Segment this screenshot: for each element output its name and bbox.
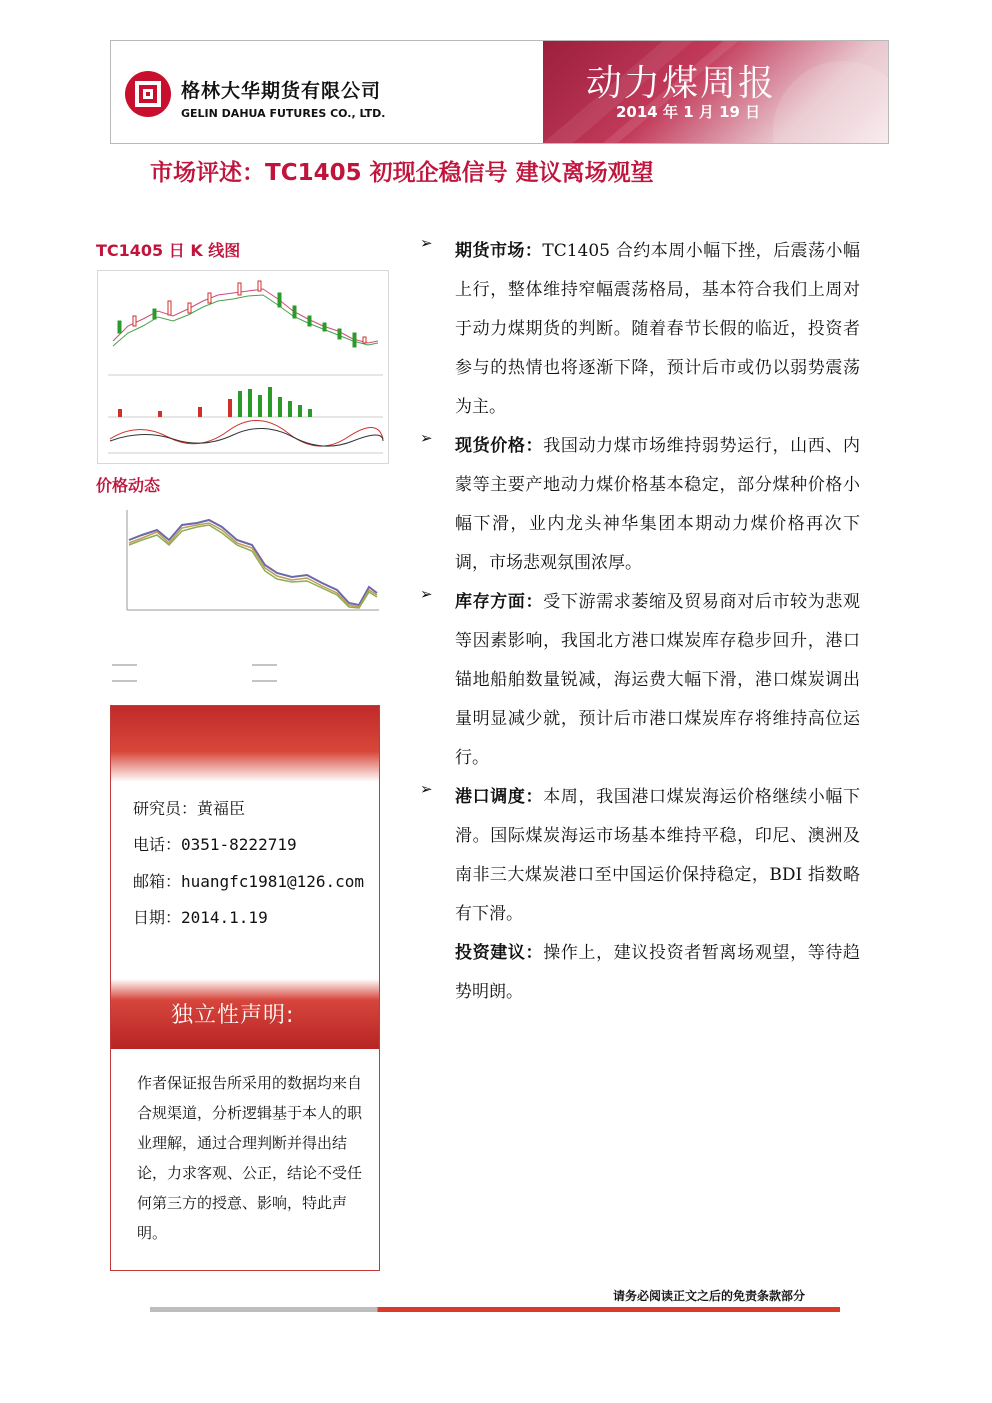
section-text: 本周，我国港口煤炭海运价格继续小幅下滑。国际煤炭海运市场基本维持平稳，印尼、澳洲及南非三大煤炭港口至中国运价保持稳定，BDI 指数略有下滑。 xyxy=(455,787,861,924)
market-headline: 市场评述：TC1405 初现企稳信号 建议离场观望 xyxy=(150,160,654,186)
bullet-arrow-icon: ➢ xyxy=(420,429,433,447)
bullet-arrow-icon: ➢ xyxy=(420,234,433,252)
report-header xyxy=(110,40,889,144)
price-trend-chart-image xyxy=(97,505,387,690)
section-port-dispatch xyxy=(420,778,860,934)
section-inventory xyxy=(420,583,860,778)
section-paragraph xyxy=(455,583,860,778)
section-futures-market xyxy=(420,232,860,427)
section-paragraph xyxy=(455,427,860,583)
section-lead: 期货市场： xyxy=(455,241,543,261)
section-lead: 现货价格： xyxy=(455,436,544,456)
section-lead: 投资建议： xyxy=(455,943,544,963)
email-address: 邮箱：huangfc1981@126.com xyxy=(133,872,365,891)
researcher-name: 研究员：黄福臣 xyxy=(133,799,246,818)
footer-divider xyxy=(150,1307,840,1312)
report-date: 2014 年 1 月 19 日 xyxy=(616,103,761,121)
declaration-title: 独立性声明: xyxy=(171,1003,295,1028)
phone-number: 电话：0351-8222719 xyxy=(133,835,297,854)
kline-chart-image xyxy=(97,270,389,464)
bullet-arrow-icon: ➢ xyxy=(420,780,433,798)
section-lead: 库存方面： xyxy=(455,592,544,612)
section-paragraph xyxy=(455,934,860,1012)
section-paragraph xyxy=(455,778,860,934)
disclaimer-note: 请务必阅读正文之后的免责条款部分 xyxy=(613,1289,806,1303)
section-text: 操作上，建议投资者暂离场观望，等待趋势明朗。 xyxy=(455,943,861,1002)
report-title: 动力煤周报 xyxy=(586,63,777,104)
bullet-arrow-icon: ➢ xyxy=(420,585,433,603)
declaration-text: 作者保证报告所采用的数据均来自合规渠道，分析逻辑基于本人的职业理解，通过合理判断并得出结论，力求客观、公正，结论不受任何第三方的授意、影响，特此声明。 xyxy=(137,1074,363,1242)
company-name-en: GELIN DAHUA FUTURES CO., LTD. xyxy=(181,107,386,120)
section-text: 受下游需求萎缩及贸易商对后市较为悲观等因素影响，我国北方港口煤炭库存稳步回升，港口锚地船舶数量锐减，海运费大幅下滑，港口煤炭调出量明显减少就，预计后市港口煤炭库存将维持高位运行。 xyxy=(455,592,861,768)
kline-chart-label: TC1405 日 K 线图 xyxy=(96,241,241,260)
kline-chart-graphic xyxy=(98,271,388,463)
contact-header-band xyxy=(111,706,379,782)
section-spot-price xyxy=(420,427,860,583)
price-chart-label: 价格动态 xyxy=(96,476,161,495)
contact-box xyxy=(110,705,380,1271)
section-text: 我国动力煤市场维持弱势运行，山西、内蒙等主要产地动力煤价格基本稳定，部分煤种价格小幅下滑，业内龙头神华集团本期动力煤价格再次下调，市场悲观氛围浓厚。 xyxy=(455,436,861,573)
section-lead: 港口调度： xyxy=(455,787,544,807)
section-paragraph xyxy=(455,232,860,427)
company-logo-icon xyxy=(123,69,173,119)
company-name-cn: 格林大华期货有限公司 xyxy=(181,80,382,102)
report-date-line: 日期：2014.1.19 xyxy=(133,908,268,927)
section-investment-advice xyxy=(420,934,860,1012)
price-trend-graphic xyxy=(97,505,387,690)
section-text: TC1405 合约本周小幅下挫，后震荡小幅上行，整体维持窄幅震荡格局，基本符合我们上周对于动力煤期货的判断。随着春节长假的临近，投资者参与的热情也将逐渐下降，预计后市或仍以弱势震荡为主。 xyxy=(455,241,861,417)
